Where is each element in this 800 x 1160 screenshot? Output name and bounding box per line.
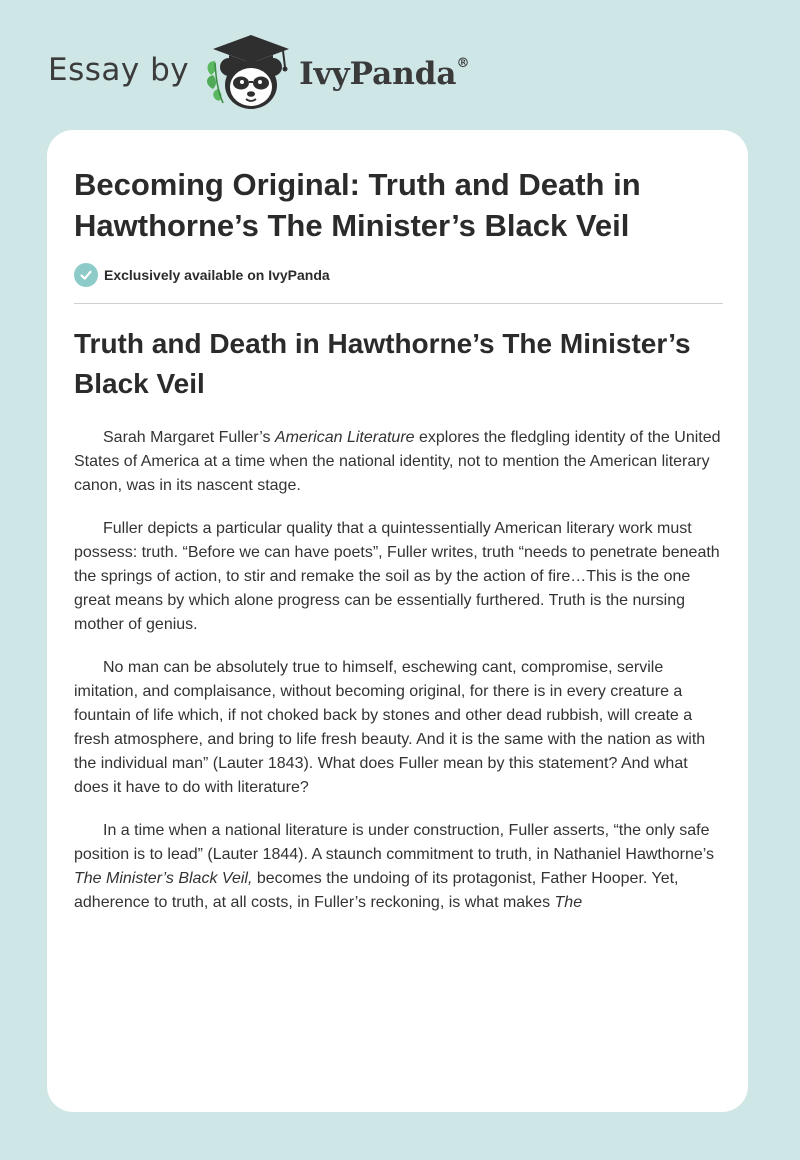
divider	[74, 303, 723, 304]
story-title-truncated: The	[554, 894, 583, 911]
essay-card	[47, 130, 748, 1112]
brand-name[interactable]: IvyPanda®	[299, 55, 470, 92]
registered-mark: ®	[456, 55, 470, 71]
story-title: The Minister’s Black Veil,	[74, 870, 253, 887]
exclusive-badge	[74, 263, 330, 287]
essay-by-label: Essay by	[48, 52, 190, 88]
section-heading: Truth and Death in Hawthorne’s The Minister’s Black Veil	[74, 328, 691, 399]
paragraph-4: In a time when a national literature is under construction, Fuller asserts, “the only safe position is to lead” (Lauter 1844). A staunch commitment to truth, in Nathaniel Hawthorne’s The Minister’s Black Veil, becomes the undoing of its protagonist, Father Hooper. Yet, adherence to truth, at all costs, in Fuller’s reckoning, is what makes The	[74, 822, 715, 911]
paragraph-3: No man can be absolutely true to himself, eschewing cant, compromise, servile imitation, and complaisance, without becoming original, for there is in every creature a fountain of life which, if not choked back by stones and other dead rubbish, will create a fresh atmosphere, and bring to life fresh beauty. And it is the same with the nation as with the individual man” (Lauter 1843). What does Fuller mean by this statement? And what does it have to do with literature?	[74, 659, 706, 796]
title-line-2: Hawthorne’s The Minister’s Black Veil	[74, 208, 630, 243]
site-header	[48, 28, 470, 118]
paragraph-1: Sarah Margaret Fuller’s American Literature explores the fledgling identity of the United States of America at a time when the national identity, not to mention the American literary canon, was in its nascent stage.	[74, 429, 721, 494]
panda-graduate-icon[interactable]	[203, 31, 295, 115]
paragraph-2: Fuller depicts a particular quality that a quintessentially American literary work must possess: truth. “Before we can have poets”, Fuller writes, truth “needs to penetrate beneath the springs of action, to stir and remake the soil as by the action of fire…This is the one great means by which alone progress can be essentially furthered. Truth is the nursing mother of genius.	[74, 520, 720, 633]
check-icon	[74, 263, 98, 287]
page-title	[74, 164, 724, 246]
essay-body	[74, 426, 724, 934]
title-line-1: Becoming Original: Truth and Death in	[74, 167, 641, 202]
book-title: American Literature	[274, 429, 415, 446]
exclusive-label: Exclusively available on IvyPanda	[104, 267, 330, 283]
